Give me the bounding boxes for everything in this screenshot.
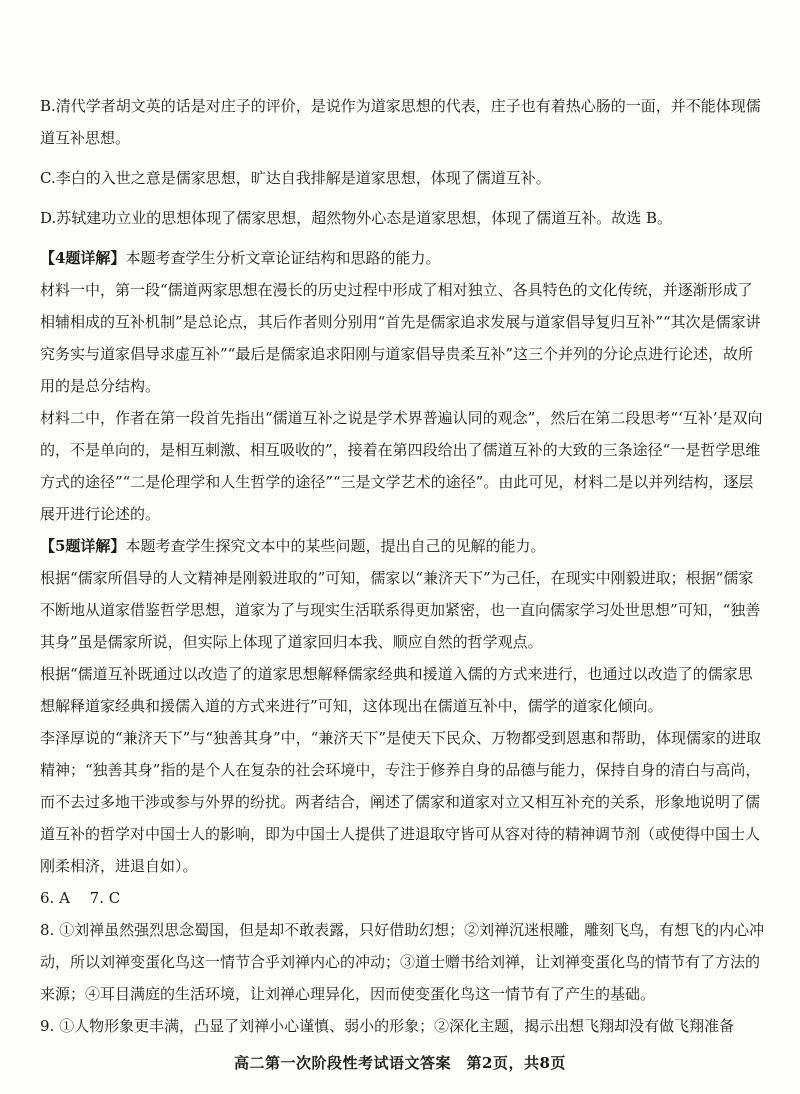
answer-content [40, 90, 765, 1042]
section-heading: 【4题详解】 [40, 249, 126, 267]
page-footer: 高二第一次阶段性考试语文答案 第2页，共8页 [234, 1054, 566, 1072]
paragraph-text: 李泽厚说的“兼济天下”与“独善其身”中，“兼济天下”是使天下民众、万物都受到恩惠和帮助，体现儒家的进取精神；“独善其身”指的是个人在复杂的社会环境中，专注于修养自身的品德与能力，保持自身的清白与高尚，而不去过多地干涉或参与外界的纷扰。两者结合，阐述了儒家和道家对立又相互补充的关系，形象地说明了儒道互补的哲学对中国士人的影响，即为中国士人提供了进退取守皆可从容对待的精神调节剂（或使得中国士人刚柔相济，进退自如）。 [40, 729, 762, 875]
paragraph-q4-material-2 [40, 402, 765, 530]
paragraph-text: 根据“儒道互补既通过以改造了的道家思想解释儒家经典和援道入儒的方式来进行，也通过以改造了的儒家思想解释道家经典和援儒入道的方式来进行”可知，这体现出在儒道互补中，儒学的道家化倾向。 [40, 665, 753, 715]
paragraph-option-d [40, 202, 765, 234]
paragraph-q4-heading [40, 242, 765, 274]
paragraph-q4-material-1 [40, 274, 765, 402]
paragraph-text: B.清代学者胡文英的话是对庄子的评价，是说作为道家思想的代表，庄子也有着热心肠的一面，并不能体现儒道互补思想。 [40, 97, 761, 147]
paragraph-q5-heading [40, 530, 765, 562]
paragraph-text: 6. A 7. C [40, 889, 121, 907]
paragraph-text: 8. ①刘禅虽然强烈思念蜀国，但是却不敢表露，只好借助幻想；②刘禅沉迷根雕，雕刻飞鸟，有想飞的内心冲动，所以刘禅变蛋化鸟这一情节合乎刘禅内心的冲动；③道士赠书给刘禅，让刘禅变蛋化鸟的情节有了方法的来源；④耳目满庭的生活环境，让刘禅心理异化，因而使变蛋化鸟这一情节有了产生的基础。 [40, 921, 765, 1003]
paragraph-option-b [40, 90, 765, 154]
paragraph-q8 [40, 914, 765, 1010]
paragraph-text: 材料二中，作者在第一段首先指出“儒道互补之说是学术界普遍认同的观念”，然后在第二段思考“‘互补’是双向的，不是单向的，是相互刺激、相互吸收的”，接着在第四段给出了儒道互补的大致的三条途径“一是哲学思维方式的途径”“二是伦理学和人生哲学的途径”“三是文学艺术的途径”。由此可见，材料二是以并列结构，逐层展开进行论述的。 [40, 409, 763, 523]
paragraph-option-c [40, 162, 765, 194]
paragraph-q5-point-1 [40, 562, 765, 658]
paragraph-answers-6-7 [40, 882, 765, 914]
paragraph-q5-point-2 [40, 658, 765, 722]
paragraph-q5-point-3 [40, 722, 765, 882]
paragraph-text: 本题考查学生探究文本中的某些问题，提出自己的见解的能力。 [125, 537, 546, 555]
paragraph-text: D.苏轼建功立业的思想体现了儒家思想，超然物外心态是道家思想，体现了儒道互补。故选 B。 [40, 209, 673, 227]
section-heading: 【5题详解】 [40, 537, 126, 555]
paragraph-text: 本题考查学生分析文章论证结构和思路的能力。 [125, 249, 441, 267]
paragraph-text: 根据“儒家所倡导的人文精神是刚毅进取的”可知，儒家以“兼济天下”为己任，在现实中刚毅进取；根据“儒家不断地从道家借鉴哲学思想，道家为了与现实生活联系得更加紧密，也一直向儒家学习处世思想”可知，“独善其身”虽是儒家所说，但实际上体现了道家回归本我、顺应自然的哲学观点。 [40, 569, 761, 651]
paragraph-text: C.李白的入世之意是儒家思想，旷达自我排解是道家思想，体现了儒道互补。 [40, 169, 551, 187]
paragraph-q9 [40, 1010, 765, 1042]
paragraph-text: 材料一中，第一段“儒道两家思想在漫长的历史过程中形成了相对独立、各具特色的文化传统，并逐渐形成了相辅相成的互补机制”是总论点，其后作者则分别用“首先是儒家追求发展与道家倡导复归互补”“其次是儒家讲究务实与道家倡导求虚互补”“最后是儒家追求阳刚与道家倡导贵柔互补”这三个并列的分论点进行论述，故所用的是总分结构。 [40, 281, 761, 395]
paragraph-text: 9. ①人物形象更丰满，凸显了刘禅小心谨慎、弱小的形象；②深化主题，揭示出想飞翔却没有做飞翔准备 [40, 1017, 735, 1035]
